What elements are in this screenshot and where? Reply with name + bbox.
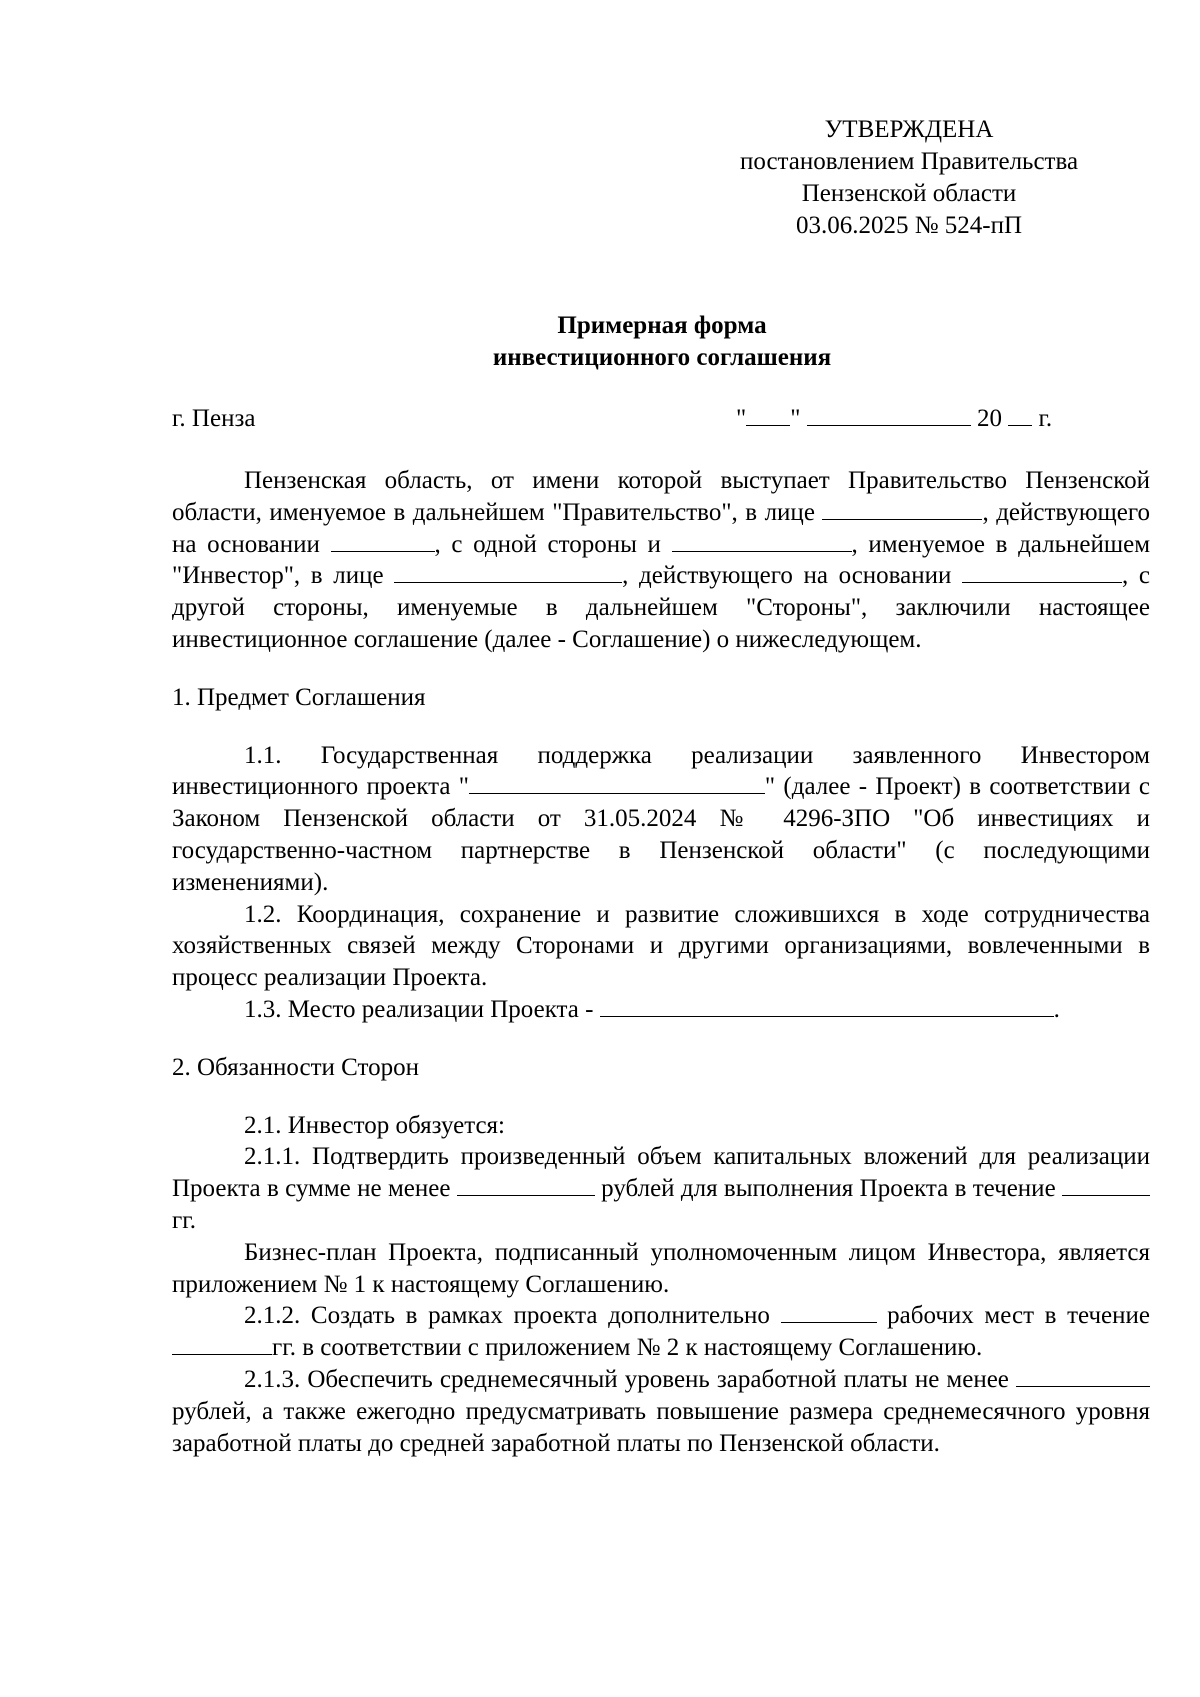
approval-line-date-number: 03.06.2025 № 524-пП (795, 212, 1023, 239)
place-date-row (172, 403, 1072, 435)
government-basis-blank (331, 529, 435, 552)
title-line-2: инвестиционного соглашения (492, 344, 832, 371)
investor-name-blank (672, 529, 852, 552)
approval-stamp (684, 114, 1134, 242)
project-location-blank (600, 994, 1054, 1017)
government-representative-blank (822, 497, 982, 520)
investment-period-blank (1062, 1173, 1150, 1196)
investor-basis-blank (962, 560, 1122, 583)
title-line-1: Примерная форма (557, 312, 767, 339)
date-month-blank (807, 403, 971, 426)
clause-1-1: 1.1. Государственная поддержка реализации заявленного Инвестором инвестиционного проекта " " (далее - Проект) в соответствии с Законом Пензенской области от 31.05.2024 № 4296-ЗПО "Об инвестициях и государственно-частном партнерстве в Пензенской области" (с последующими изменениями). (172, 741, 1150, 896)
approval-line-approved: УТВЕРЖДЕНА (824, 116, 994, 143)
date-day-blank (746, 403, 790, 426)
section-2-heading: 2. Обязанности Сторон (172, 1053, 419, 1081)
approval-line-resolution: постановлением Правительства (739, 148, 1079, 175)
project-name-blank (469, 771, 765, 794)
jobs-period-blank (172, 1332, 272, 1355)
business-plan-paragraph: Бизнес-план Проекта, подписанный уполномоченным лицом Инвестора, является приложением № 1 к настоящему Соглашению. (172, 1238, 1150, 1298)
agreement-date-blank: " " 20 г. (736, 405, 1053, 432)
clause-1-3: 1.3. Место реализации Проекта - . (244, 995, 1060, 1023)
investor-representative-blank (394, 560, 622, 583)
clause-2-1-2: 2.1.2. Создать в рамках проекта дополнительно рабочих мест в течение гг. в соответствии с приложением № 2 к настоящему Соглашению. (172, 1300, 1150, 1364)
intro-paragraph: Пензенская область, от имени которой выступает Правительство Пензенской области, именуемое в дальнейшем "Правительство", в лице , действующего на основании , с одной стороны и , именуемое в дальнейшем "Инвестор", в лице , действующего на основании , с другой стороны, именуемые в дальнейшем "Стороны", заключили настоящее инвестиционное соглашение (далее - Соглашение) о нижеследующем. (172, 467, 1151, 653)
approval-line-region: Пензенской области (801, 180, 1017, 207)
section-1-heading: 1. Предмет Соглашения (172, 683, 426, 711)
salary-amount-blank (1016, 1364, 1150, 1387)
clause-1-2: 1.2. Координация, сохранение и развитие сложившихся в ходе сотрудничества хозяйственных связей между Сторонами и другими организациями, вовлеченными в процесс реализации Проекта. (172, 900, 1150, 992)
investment-amount-blank (457, 1173, 595, 1196)
date-year-blank (1008, 403, 1032, 426)
agreement-body (172, 465, 1150, 1459)
document-title (172, 310, 1152, 374)
clause-2-1-1: 2.1.1. Подтвердить произведенный объем капитальных вложений для реализации Проекта в сумме не менее рублей для выполнения Проекта в течение гг. (172, 1143, 1150, 1234)
jobs-count-blank (781, 1300, 877, 1323)
clause-2-1-3: 2.1.3. Обеспечить среднемесячный уровень заработной платы не менее рублей, а также ежегодно предусматривать повышение размера среднемесячного уровня заработной платы до средней заработной платы по Пензенской области. (172, 1365, 1150, 1457)
place-city: г. Пенза (172, 405, 256, 432)
clause-2-1: 2.1. Инвестор обязуется: (244, 1111, 505, 1139)
